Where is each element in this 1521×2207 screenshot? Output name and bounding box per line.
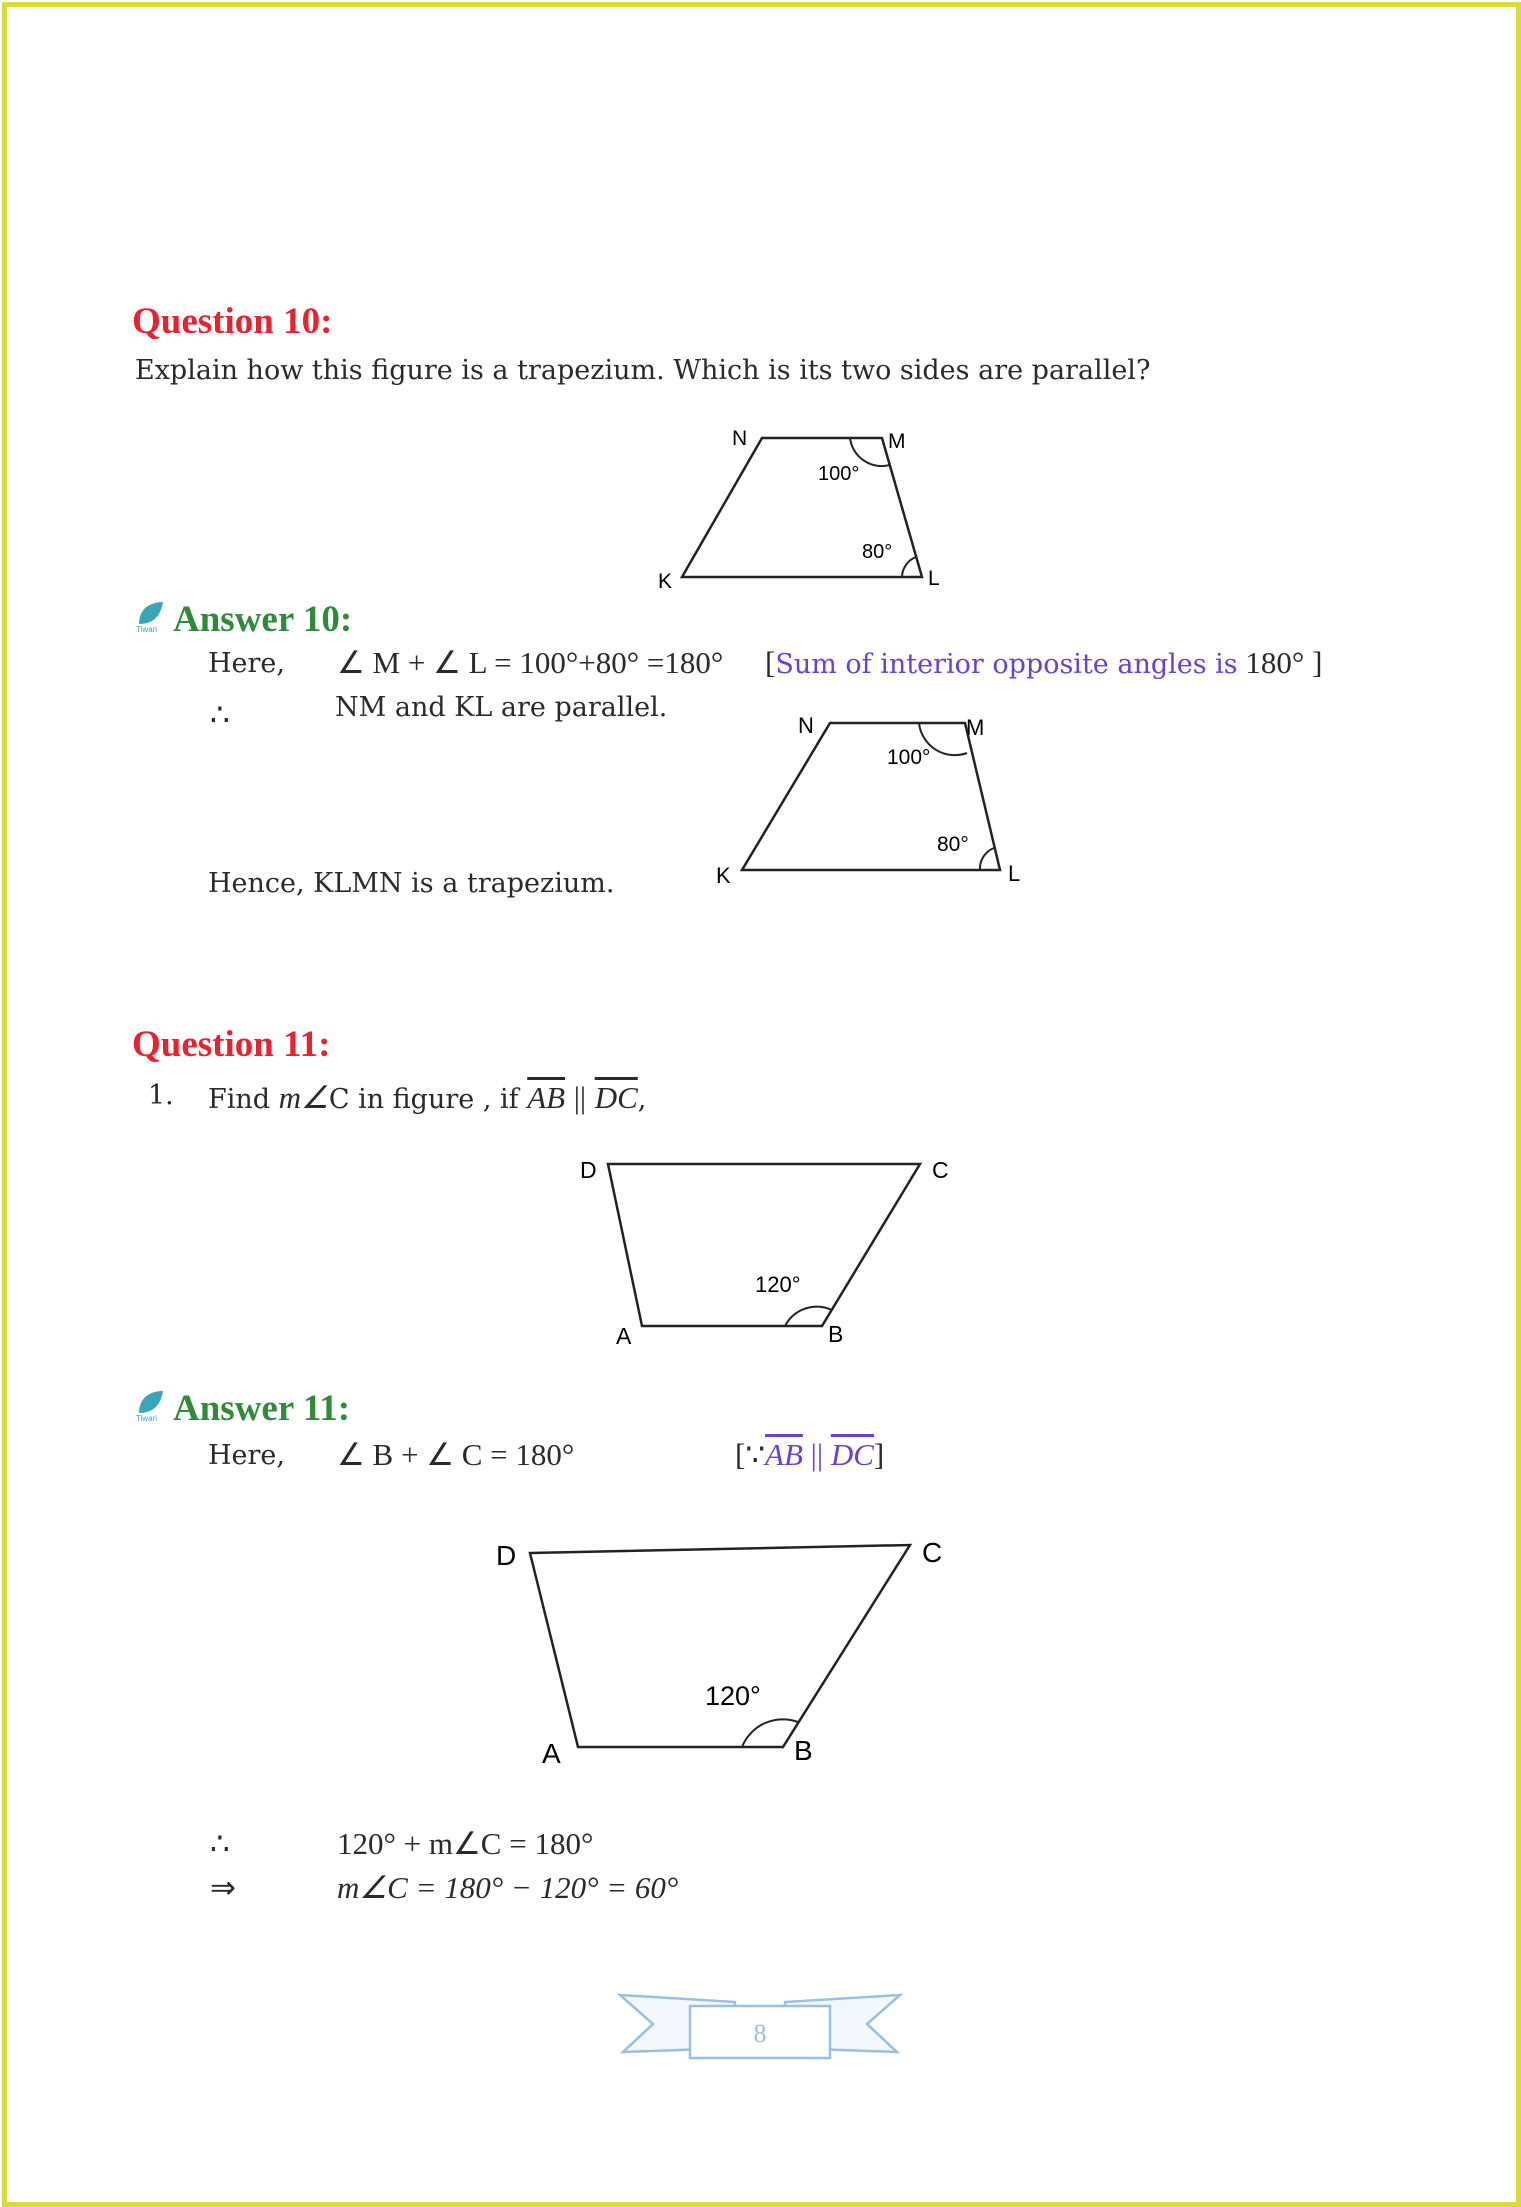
vertex-k-label: K bbox=[658, 570, 673, 593]
answer-11-step1: 120° + m∠C = 180° bbox=[337, 1826, 594, 1861]
vertex-n-label-answer: N bbox=[798, 713, 814, 738]
question-11-figure bbox=[570, 1150, 960, 1350]
answer-11-reason: [$\because\overline{AB}$ || $\overline{DC}$] bbox=[735, 1437, 885, 1472]
svg-text:Tiwari: Tiwari bbox=[136, 625, 158, 634]
answer-leaf-icon bbox=[135, 1387, 165, 1423]
angle-l-label: 80° bbox=[862, 541, 893, 563]
angle-m-label: 100° bbox=[818, 463, 860, 485]
question-11-number: 1. bbox=[148, 1080, 174, 1111]
vertex-c-label: C bbox=[932, 1157, 949, 1183]
vertex-b-label: B bbox=[828, 1321, 844, 1347]
vertex-l-label-answer: L bbox=[1008, 861, 1021, 886]
answer-11-implies: ⇒ bbox=[210, 1870, 236, 1905]
answer-10-equation: ∠ M + ∠ L = 100°+80° =180° bbox=[337, 645, 724, 680]
angle-b-arc-answer bbox=[742, 1719, 798, 1747]
angle-l-label-answer: 80° bbox=[937, 833, 969, 856]
answer-10-reason: [Sum of interior opposite angles is 180° ] bbox=[765, 645, 1323, 680]
vertex-a-label-answer: A bbox=[542, 1738, 561, 1769]
answer-10-figure bbox=[712, 705, 1032, 890]
vertex-k-label-answer: K bbox=[716, 863, 731, 888]
trapezium-abcd-answer bbox=[530, 1545, 910, 1747]
question-10-figure bbox=[650, 420, 950, 595]
page-number: 8 bbox=[753, 2019, 767, 2048]
answer-11-step2: m∠C = 180° − 120° = 60° bbox=[337, 1870, 679, 1905]
vertex-l-label: L bbox=[928, 567, 940, 590]
angle-m-label-answer: 100° bbox=[887, 746, 931, 769]
vertex-c-label-answer: C bbox=[922, 1537, 943, 1568]
question-10-text: Explain how this figure is a trapezium. Which is its two sides are parallel? bbox=[135, 355, 1151, 386]
answer-leaf-icon bbox=[135, 598, 165, 634]
angle-l-arc-answer bbox=[980, 848, 994, 870]
vertex-n-label: N bbox=[732, 427, 748, 450]
svg-text:Tiwari: Tiwari bbox=[136, 1414, 158, 1423]
question-11-text: Find m∠C in figure , if $\overline{AB}$ || $\overline{DC}$, bbox=[208, 1080, 647, 1115]
vertex-a-label: A bbox=[616, 1323, 632, 1349]
answer-10-line2: NM and KL are parallel. bbox=[335, 692, 668, 723]
question-11-heading: Question 11: bbox=[132, 1024, 331, 1065]
vertex-d-label-answer: D bbox=[496, 1540, 517, 1571]
answer-11-figure bbox=[490, 1535, 960, 1775]
answer-11-here: Here, bbox=[208, 1440, 285, 1471]
angle-l-arc bbox=[902, 557, 916, 577]
angle-b-label-answer: 120° bbox=[705, 1681, 761, 1711]
answer-11-therefore: ∴ bbox=[210, 1826, 230, 1861]
vertex-b-label-answer: B bbox=[794, 1735, 813, 1766]
vertex-m-label-answer: M bbox=[966, 715, 985, 740]
answer-10-conclusion: Hence, KLMN is a trapezium. bbox=[208, 868, 615, 899]
answer-10-therefore: ∴ bbox=[210, 697, 230, 732]
angle-b-label: 120° bbox=[755, 1272, 801, 1297]
vertex-d-label: D bbox=[580, 1157, 597, 1183]
answer-11-equation: ∠ B + ∠ C = 180° bbox=[337, 1437, 575, 1472]
answer-11-heading: Answer 11: bbox=[173, 1388, 351, 1429]
answer-10-here: Here, bbox=[208, 648, 285, 679]
question-10-heading: Question 10: bbox=[132, 301, 333, 342]
answer-10-heading: Answer 10: bbox=[173, 599, 353, 640]
vertex-m-label: M bbox=[888, 430, 906, 453]
page-number-ribbon bbox=[615, 1990, 905, 2070]
trapezium-abcd bbox=[608, 1164, 920, 1326]
